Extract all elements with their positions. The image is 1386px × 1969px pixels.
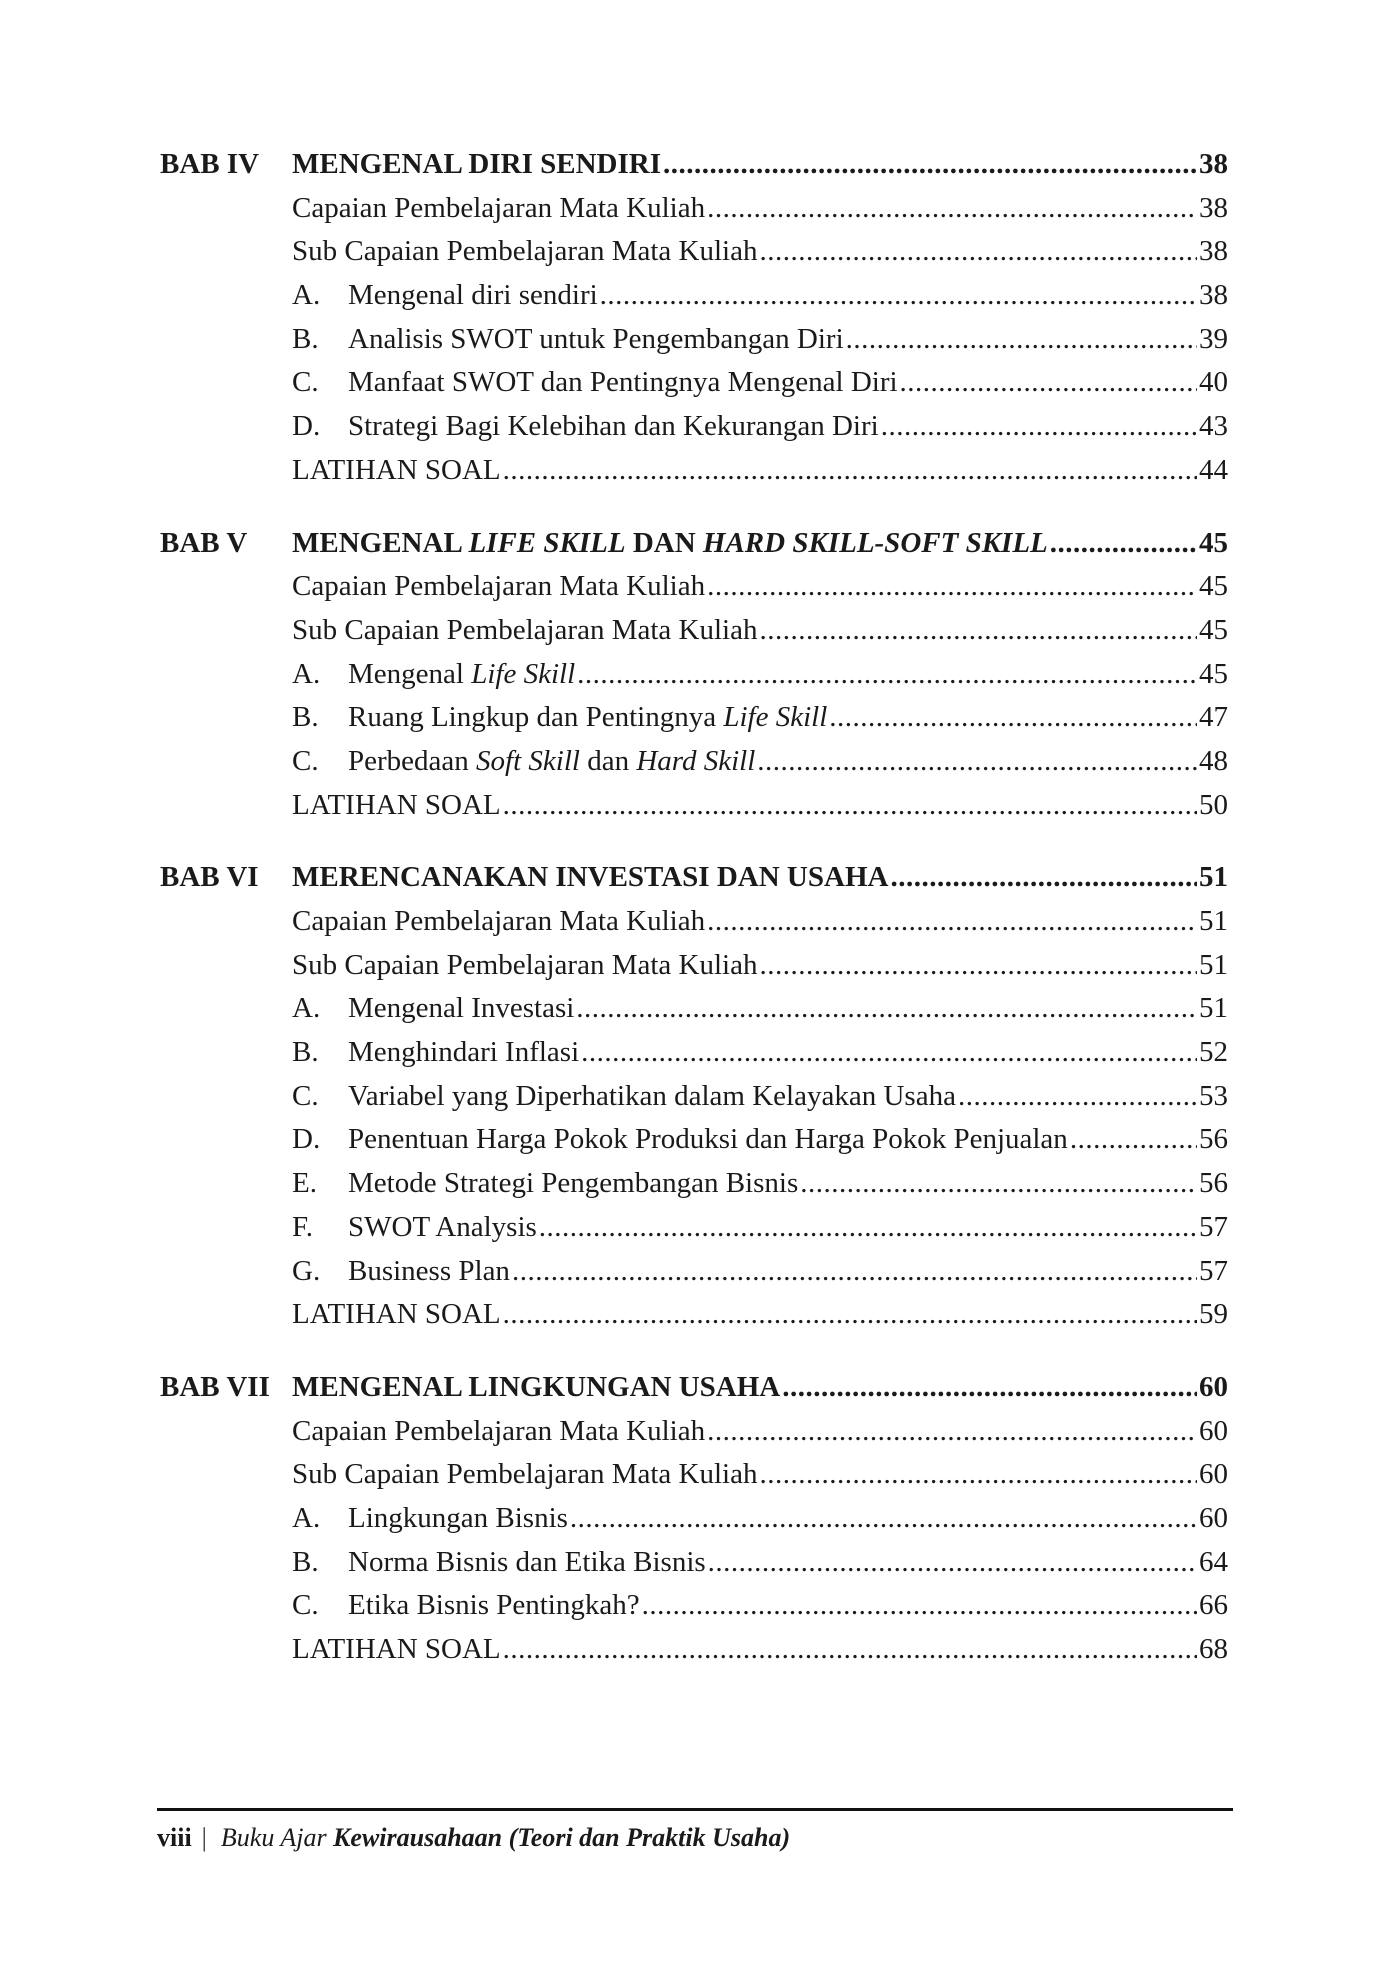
entry-title: Etika Bisnis Pentingkah?: [348, 1589, 640, 1622]
entry-title-part: Mengenal: [348, 657, 472, 690]
entry-title: Analisis SWOT untuk Pengembangan Diri: [348, 322, 844, 355]
toc-entry[interactable]: [160, 1502, 1228, 1546]
chapter-heading[interactable]: [160, 527, 1228, 571]
toc-entry[interactable]: [160, 1255, 1228, 1299]
dot-leader: [829, 701, 1197, 734]
entry-title-part: Ruang Lingkup dan Pentingnya: [348, 701, 724, 734]
page-ref: 56: [1199, 1123, 1228, 1156]
chapter-number: BAB IV: [160, 148, 260, 180]
page-ref: 45: [1199, 613, 1228, 646]
chapter-number: BAB VI: [160, 861, 259, 894]
page-footer: [157, 1808, 1233, 1853]
dot-leader: [581, 1036, 1197, 1069]
entry-letter: A.: [292, 657, 321, 690]
toc-entry[interactable]: [160, 701, 1228, 745]
toc-entry[interactable]: [160, 1458, 1228, 1502]
dot-leader: [782, 1371, 1197, 1404]
dot-leader: [600, 279, 1197, 312]
entry-letter: C.: [292, 744, 319, 777]
entry-title: Mengenal Investasi: [348, 992, 575, 1025]
chapter-title: MERENCANAKAN INVESTASI DAN USAHA: [292, 861, 889, 894]
page-ref: 60: [1199, 1414, 1228, 1447]
entry-title: Penentuan Harga Pokok Produksi dan Harga Pokok Penjualan: [348, 1123, 1068, 1156]
chapter-heading[interactable]: [160, 861, 1228, 905]
toc-chapter: [160, 148, 1228, 498]
page-ref: 38: [1199, 148, 1228, 180]
dot-leader: [663, 148, 1197, 181]
entry-title-part: Soft Skill: [476, 744, 580, 777]
page-ref: 44: [1199, 453, 1228, 486]
page-ref: 40: [1199, 366, 1228, 399]
entry-title: Menghindari Inflasi: [348, 1036, 580, 1069]
entry-title-part: Life Skill: [471, 657, 576, 690]
page-ref: 38: [1199, 235, 1228, 268]
page-ref: 60: [1199, 1458, 1228, 1491]
toc-entry[interactable]: [160, 905, 1228, 949]
entry-title: LATIHAN SOAL: [292, 1633, 501, 1665]
chapter-heading[interactable]: [160, 1371, 1228, 1415]
entry-title: Norma Bisnis dan Etika Bisnis: [348, 1545, 706, 1578]
entry-letter: C.: [292, 1079, 319, 1112]
book-title-prefix: Buku Ajar: [220, 1823, 334, 1852]
footer-separator: |: [201, 1823, 207, 1852]
toc-entry[interactable]: [160, 323, 1228, 367]
page-ref: 59: [1199, 1298, 1228, 1331]
entry-title: Capaian Pembelajaran Mata Kuliah: [292, 570, 706, 603]
entry-title: Lingkungan Bisnis: [348, 1501, 568, 1534]
dot-leader: [1050, 527, 1197, 560]
entry-title: [348, 701, 827, 734]
toc-entry[interactable]: [160, 410, 1228, 454]
dot-leader: [759, 614, 1197, 647]
toc-entry[interactable]: [160, 570, 1228, 614]
chapter-title: MENGENAL LINGKUNGAN USAHA: [292, 1370, 781, 1403]
dot-leader: [707, 1415, 1197, 1448]
entry-letter: G.: [292, 1254, 321, 1287]
toc-entry[interactable]: [160, 1080, 1228, 1124]
toc-entry[interactable]: [160, 279, 1228, 323]
entry-title: Mengenal diri sendiri: [348, 279, 598, 312]
chapter-title-part: MENGENAL: [292, 526, 469, 559]
entry-letter: B.: [292, 1036, 319, 1069]
entry-title: Sub Capaian Pembelajaran Mata Kuliah: [292, 613, 758, 646]
toc-entry[interactable]: [160, 1546, 1228, 1590]
toc-entry[interactable]: [160, 192, 1228, 236]
dot-leader: [539, 1211, 1197, 1244]
entry-letter: D.: [292, 1123, 321, 1156]
chapter-number: BAB V: [160, 526, 248, 559]
chapter-heading[interactable]: [160, 148, 1228, 192]
dot-leader: [708, 1546, 1197, 1579]
page-ref: 38: [1199, 191, 1228, 224]
page-ref: 43: [1199, 410, 1228, 443]
entry-title: [348, 745, 755, 778]
dot-leader: [759, 235, 1197, 268]
page-ref: 60: [1199, 1501, 1228, 1534]
toc-entry[interactable]: [160, 366, 1228, 410]
entry-title: Capaian Pembelajaran Mata Kuliah: [292, 1414, 706, 1447]
entry-title: Metode Strategi Pengembangan Bisnis: [348, 1167, 799, 1200]
toc-entry[interactable]: [160, 745, 1228, 789]
dot-leader: [512, 1255, 1197, 1288]
page-ref: 57: [1199, 1254, 1228, 1287]
toc-chapter: [160, 1371, 1228, 1677]
entry-letter: F.: [292, 1210, 314, 1243]
toc-chapter: [160, 861, 1228, 1342]
page-ref: 68: [1199, 1633, 1228, 1665]
entry-title: Capaian Pembelajaran Mata Kuliah: [292, 191, 706, 224]
book-title: [221, 1823, 790, 1853]
toc-chapter: [160, 527, 1228, 833]
dot-leader: [707, 570, 1197, 603]
page-ref: 51: [1199, 905, 1228, 937]
page-ref: 45: [1199, 526, 1228, 559]
toc-entry[interactable]: [160, 789, 1228, 833]
toc-entry[interactable]: [160, 235, 1228, 279]
page-ref: 53: [1199, 1079, 1228, 1112]
dot-leader: [757, 745, 1197, 778]
page-ref: 51: [1199, 992, 1228, 1025]
dot-leader: [642, 1589, 1197, 1622]
page-ref: 51: [1199, 948, 1228, 981]
toc-entry[interactable]: [160, 1298, 1228, 1342]
toc-entry[interactable]: [160, 1211, 1228, 1255]
entry-letter: B.: [292, 701, 319, 734]
entry-letter: B.: [292, 322, 319, 355]
entry-letter: A.: [292, 279, 321, 312]
entry-title: Manfaat SWOT dan Pentingnya Mengenal Diri: [348, 366, 898, 399]
entry-title: [348, 658, 575, 691]
toc-entry[interactable]: [160, 658, 1228, 702]
dot-leader: [576, 992, 1197, 1025]
dot-leader: [800, 1167, 1197, 1200]
page-ref: 66: [1199, 1589, 1228, 1622]
page-ref: 45: [1199, 657, 1228, 690]
entry-title: LATIHAN SOAL: [292, 788, 501, 821]
dot-leader: [577, 658, 1197, 691]
page-ref: 39: [1199, 322, 1228, 355]
entry-title: Capaian Pembelajaran Mata Kuliah: [292, 905, 706, 937]
dot-leader: [707, 905, 1197, 938]
chapter-title-part: DAN: [625, 526, 703, 559]
page-ref: 57: [1199, 1210, 1228, 1243]
entry-letter: D.: [292, 410, 321, 443]
toc-entry[interactable]: [160, 1415, 1228, 1459]
toc-entry[interactable]: [160, 1036, 1228, 1080]
chapter-title-part: LIFE SKILL: [468, 526, 626, 559]
page-ref: 45: [1199, 570, 1228, 603]
entry-letter: C.: [292, 366, 319, 399]
chapter-title: [292, 527, 1048, 560]
toc-entry[interactable]: [160, 1589, 1228, 1633]
entry-letter: C.: [292, 1589, 319, 1622]
page-ref: 51: [1199, 861, 1228, 894]
chapter-title: MENGENAL DIRI SENDIRI: [292, 148, 662, 180]
entry-title: LATIHAN SOAL: [292, 1298, 501, 1331]
entry-title: Sub Capaian Pembelajaran Mata Kuliah: [292, 1458, 758, 1491]
page-ref: 64: [1199, 1545, 1228, 1578]
page-ref: 56: [1199, 1167, 1228, 1200]
entry-title: SWOT Analysis: [348, 1210, 537, 1243]
dot-leader: [503, 789, 1197, 822]
toc-entry[interactable]: [160, 1633, 1228, 1677]
dot-leader: [958, 1080, 1197, 1113]
table-of-contents: [160, 148, 1228, 1706]
entry-title-part: Perbedaan: [348, 744, 477, 777]
dot-leader: [570, 1502, 1197, 1535]
toc-entry[interactable]: [160, 614, 1228, 658]
dot-leader: [900, 366, 1197, 399]
page-ref: 47: [1199, 701, 1228, 734]
entry-letter: A.: [292, 992, 321, 1025]
toc-entry[interactable]: [160, 949, 1228, 993]
entry-title: Sub Capaian Pembelajaran Mata Kuliah: [292, 948, 758, 981]
page-ref: 48: [1199, 744, 1228, 777]
dot-leader: [707, 192, 1197, 225]
dot-leader: [503, 1633, 1197, 1666]
entry-letter: B.: [292, 1545, 319, 1578]
dot-leader: [759, 949, 1197, 982]
dot-leader: [1070, 1123, 1197, 1156]
dot-leader: [759, 1458, 1197, 1491]
entry-title-part: Hard Skill: [636, 744, 756, 777]
toc-entry[interactable]: [160, 992, 1228, 1036]
toc-entry[interactable]: [160, 1167, 1228, 1211]
page-ref: 52: [1199, 1036, 1228, 1069]
toc-entry[interactable]: [160, 1123, 1228, 1167]
page-ref: 60: [1199, 1370, 1228, 1403]
entry-letter: E.: [292, 1167, 317, 1200]
chapter-number: BAB VII: [160, 1370, 270, 1403]
footer-rule: [157, 1808, 1233, 1811]
dot-leader: [881, 410, 1197, 443]
dot-leader: [890, 861, 1197, 894]
book-title-main: Kewirausahaan (Teori dan Praktik Usaha): [333, 1823, 791, 1852]
dot-leader: [503, 454, 1197, 487]
entry-title: Strategi Bagi Kelebihan dan Kekurangan Diri: [348, 410, 879, 443]
dot-leader: [503, 1298, 1197, 1331]
entry-title: Sub Capaian Pembelajaran Mata Kuliah: [292, 235, 758, 268]
entry-title: Variabel yang Diperhatikan dalam Kelayakan Usaha: [348, 1079, 956, 1112]
page-number: viii: [157, 1823, 192, 1852]
page-ref: 38: [1199, 279, 1228, 312]
page-ref: 50: [1199, 788, 1228, 821]
entry-letter: A.: [292, 1501, 321, 1534]
dot-leader: [846, 323, 1197, 356]
toc-entry[interactable]: [160, 454, 1228, 498]
entry-title-part: Life Skill: [723, 701, 828, 734]
entry-title-part: dan: [579, 744, 637, 777]
entry-title: LATIHAN SOAL: [292, 453, 501, 486]
entry-title: Business Plan: [348, 1254, 510, 1287]
chapter-title-part: HARD SKILL-SOFT SKILL: [702, 526, 1048, 559]
